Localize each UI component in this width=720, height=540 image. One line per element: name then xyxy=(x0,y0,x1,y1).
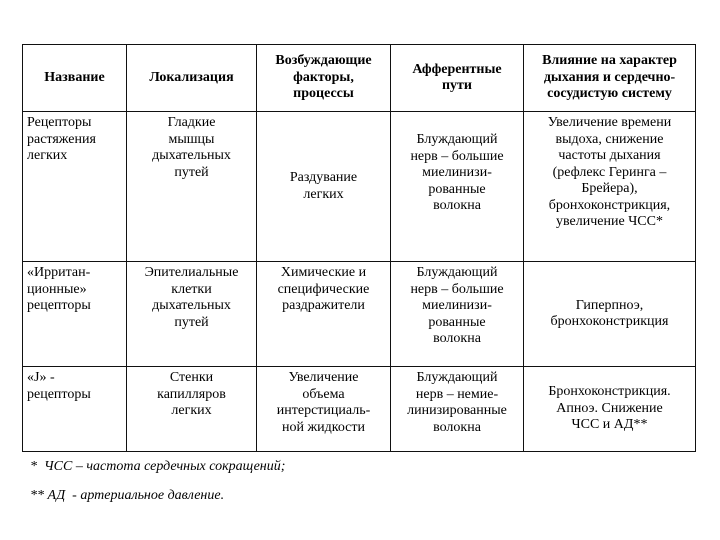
cell-effect: Гиперпноэ, бронхоконстрикция xyxy=(524,262,696,367)
header-name: Название xyxy=(23,45,127,112)
table-header-row xyxy=(23,45,696,112)
footnote-bp: ** АД - артериальное давление. xyxy=(30,488,225,503)
table-row xyxy=(23,112,696,262)
cell-localization: Стенки капилляров легких xyxy=(127,367,257,452)
footnote-hr: * ЧСС – частота сердечных сокращений; xyxy=(30,459,286,474)
header-afferent: Афферентные пути xyxy=(391,45,524,112)
cell-afferent: Блуждающий нерв – немие- линизированные волокна xyxy=(391,367,524,452)
cell-afferent: Блуждающий нерв – большие миелинизи- рованные волокна xyxy=(391,262,524,367)
cell-factors: Увеличение объема интерстициаль- ной жидкости xyxy=(257,367,391,452)
header-effect: Влияние на характер дыхания и сердечно- сосудистую систему xyxy=(524,45,696,112)
cell-afferent: Блуждающий нерв – большие миелинизи- рованные волокна xyxy=(391,112,524,262)
table-row xyxy=(23,367,696,452)
footnotes xyxy=(30,459,285,504)
cell-name: «Ирритан- ционные» рецепторы xyxy=(23,262,127,367)
header-localization: Локализация xyxy=(127,45,257,112)
cell-factors: Химические и специфические раздражители xyxy=(257,262,391,367)
table-row xyxy=(23,262,696,367)
cell-localization: Эпителиальные клетки дыхательных путей xyxy=(127,262,257,367)
cell-factors: Раздувание легких xyxy=(257,112,391,262)
cell-name: Рецепторы растяжения легких xyxy=(23,112,127,262)
cell-effect: Увеличение времени выдоха, снижение частоты дыхания (рефлекс Геринга – Брейера), бронхоконстрикция, увеличение ЧСС* xyxy=(524,112,696,262)
header-factors: Возбуждающие факторы, процессы xyxy=(257,45,391,112)
cell-name: «J» - рецепторы xyxy=(23,367,127,452)
cell-effect: Бронхоконстрикция. Апноэ. Снижение ЧСС и АД** xyxy=(524,367,696,452)
physiology-table-container xyxy=(22,44,695,452)
receptor-table xyxy=(22,44,696,452)
cell-localization: Гладкие мышцы дыхательных путей xyxy=(127,112,257,262)
